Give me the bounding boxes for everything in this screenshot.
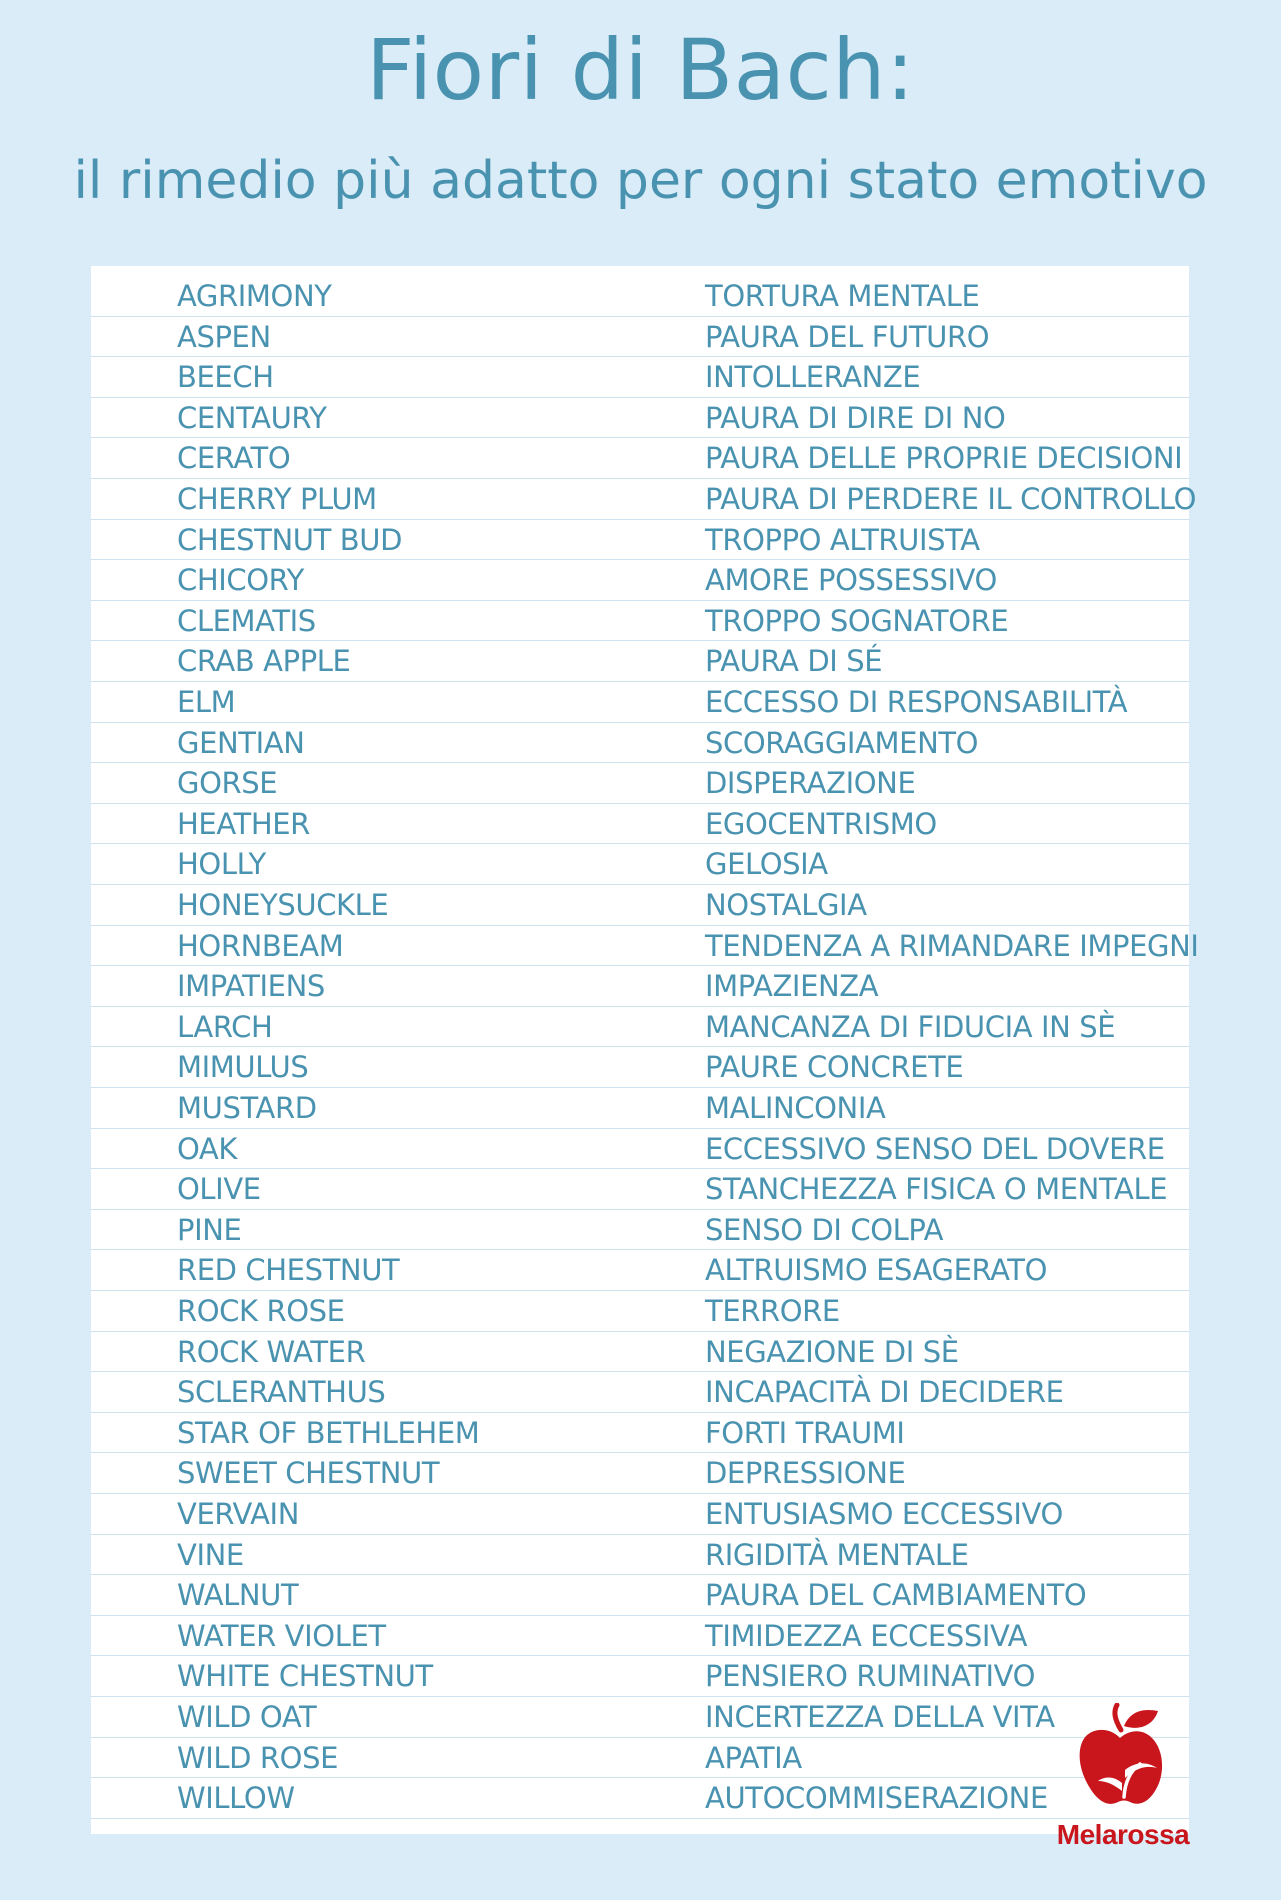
emotional-state: DEPRESSIONE xyxy=(705,1456,906,1491)
flower-name: WILLOW xyxy=(177,1781,295,1816)
flower-name: VERVAIN xyxy=(177,1497,299,1531)
flower-name: HOLLY xyxy=(177,847,266,882)
page-title: Fiori di Bach: xyxy=(366,21,915,119)
emotional-state: INCERTEZZA DELLA VITA xyxy=(705,1700,1055,1734)
table-row xyxy=(91,641,1189,682)
flower-name: WHITE CHESTNUT xyxy=(177,1659,433,1694)
table-row xyxy=(91,926,1199,967)
flower-name: CRAB APPLE xyxy=(177,644,351,679)
flower-name: STAR OF BETHLEHEM xyxy=(177,1415,480,1450)
table-row xyxy=(91,723,1189,764)
emotional-state: ECCESSIVO SENSO DEL DOVERE xyxy=(705,1131,1165,1166)
table-row xyxy=(91,317,1189,358)
flower-name: WILD ROSE xyxy=(177,1740,339,1775)
flower-name: GORSE xyxy=(177,766,278,801)
flower-name: HEATHER xyxy=(177,806,310,841)
table-row xyxy=(91,1007,1189,1048)
emotional-state: PAURA DEL FUTURO xyxy=(705,319,990,354)
table-row xyxy=(91,1778,1189,1819)
emotional-state: INTOLLERANZE xyxy=(705,360,921,395)
emotional-state: PENSIERO RUMINATIVO xyxy=(705,1659,1036,1694)
flower-name: VINE xyxy=(177,1537,244,1572)
table-row xyxy=(91,1250,1189,1291)
emotional-state: TIMIDEZZA ECCESSIVA xyxy=(705,1618,1028,1653)
flower-name: CHESTNUT BUD xyxy=(177,522,403,557)
flower-name: WATER VIOLET xyxy=(177,1618,386,1653)
table-row xyxy=(91,479,1197,520)
flower-name: AGRIMONY xyxy=(177,279,332,313)
flower-name: WILD OAT xyxy=(177,1700,317,1734)
table-row xyxy=(91,763,1189,804)
table-row xyxy=(91,885,1189,926)
flower-name: CHERRY PLUM xyxy=(177,482,377,516)
emotional-state: SCORAGGIAMENTO xyxy=(705,725,979,760)
emotional-state: PAURA DEL CAMBIAMENTO xyxy=(705,1578,1087,1613)
table-row xyxy=(91,1616,1189,1657)
emotional-state: NOSTALGIA xyxy=(705,888,867,922)
flower-name: CHICORY xyxy=(177,563,304,598)
table-row xyxy=(91,844,1189,885)
emotional-state: PAURA DELLE PROPRIE DECISIONI xyxy=(705,441,1183,476)
flower-name: ROCK WATER xyxy=(177,1334,366,1369)
emotional-state: STANCHEZZA FISICA O MENTALE xyxy=(705,1172,1168,1207)
emotional-state: AUTOCOMMISERAZIONE xyxy=(705,1781,1048,1816)
table-row xyxy=(91,1535,1189,1576)
table-row xyxy=(91,1656,1189,1697)
table-row xyxy=(91,1129,1189,1170)
emotional-state: TERRORE xyxy=(705,1294,840,1328)
flower-name: ELM xyxy=(177,685,236,719)
table-row xyxy=(91,1453,1189,1494)
flower-name: CENTAURY xyxy=(177,400,327,435)
page-subtitle: il rimedio più adatto per ogni stato emotivo xyxy=(73,151,1208,211)
table-row xyxy=(91,601,1189,642)
emotional-state: IMPAZIENZA xyxy=(705,969,879,1004)
table-row xyxy=(91,1047,1189,1088)
table-row xyxy=(91,357,1189,398)
emotional-state: TROPPO SOGNATORE xyxy=(705,603,1009,638)
emotional-state: PAURA DI SÉ xyxy=(705,644,883,679)
flower-name: LARCH xyxy=(177,1009,273,1044)
flower-name: OLIVE xyxy=(177,1172,261,1207)
emotional-state: FORTI TRAUMI xyxy=(705,1415,905,1450)
table-row xyxy=(91,1738,1189,1779)
table-row xyxy=(91,1291,1189,1332)
flower-name: ROCK ROSE xyxy=(177,1294,345,1328)
emotional-state: ALTRUISMO ESAGERATO xyxy=(705,1253,1048,1288)
melarossa-logo-text: Melarossa xyxy=(1056,1819,1190,1850)
flower-name: ASPEN xyxy=(177,319,271,354)
table-row xyxy=(91,560,1189,601)
table-row xyxy=(91,1088,1189,1129)
table-row xyxy=(91,1169,1189,1210)
table-row xyxy=(91,682,1189,723)
emotional-state: TENDENZA A RIMANDARE IMPEGNI xyxy=(705,928,1199,963)
emotional-state: ECCESSO DI RESPONSABILITÀ xyxy=(705,685,1128,719)
flower-name: SWEET CHESTNUT xyxy=(177,1456,440,1491)
emotional-state: MANCANZA DI FIDUCIA IN SÈ xyxy=(705,1009,1116,1044)
emotional-state: DISPERAZIONE xyxy=(705,766,916,801)
apple-logo-icon xyxy=(1076,1703,1164,1809)
melarossa-logo xyxy=(1048,1703,1198,1868)
emotional-state: RIGIDITÀ MENTALE xyxy=(705,1537,969,1572)
emotional-state: INCAPACITÀ DI DECIDERE xyxy=(705,1375,1064,1410)
flower-name: WALNUT xyxy=(177,1578,299,1613)
bach-flowers-table xyxy=(91,266,1199,1834)
emotional-state: PAURA DI DIRE DI NO xyxy=(705,400,1006,435)
table-row xyxy=(91,1494,1189,1535)
table-row xyxy=(91,520,1189,561)
table-row xyxy=(91,1697,1189,1738)
emotional-state: TORTURA MENTALE xyxy=(705,279,980,313)
flower-name: GENTIAN xyxy=(177,725,305,760)
emotional-state: GELOSIA xyxy=(705,847,828,882)
flower-name: IMPATIENS xyxy=(177,969,325,1004)
emotional-state: EGOCENTRISMO xyxy=(705,806,937,841)
flower-name: HONEYSUCKLE xyxy=(177,888,389,922)
table-row xyxy=(91,1413,1189,1454)
table-row xyxy=(91,804,1189,845)
table-row xyxy=(91,1332,1189,1373)
emotional-state: SENSO DI COLPA xyxy=(705,1212,944,1247)
emotional-state: MALINCONIA xyxy=(705,1091,886,1125)
emotional-state: AMORE POSSESSIVO xyxy=(705,563,997,598)
emotional-state: TROPPO ALTRUISTA xyxy=(705,522,980,557)
flower-name: CERATO xyxy=(177,441,291,476)
emotional-state: NEGAZIONE DI SÈ xyxy=(705,1334,959,1369)
table-row xyxy=(91,1372,1189,1413)
flower-name: OAK xyxy=(177,1131,237,1166)
table-row xyxy=(91,1210,1189,1251)
emotional-state: APATIA xyxy=(705,1740,802,1775)
flower-name: MUSTARD xyxy=(177,1091,317,1125)
table-row xyxy=(91,398,1189,439)
flower-name: PINE xyxy=(177,1212,242,1247)
table-row xyxy=(91,276,1189,317)
flower-name: MIMULUS xyxy=(177,1050,309,1085)
flower-name: BEECH xyxy=(177,360,274,395)
flower-name: SCLERANTHUS xyxy=(177,1375,386,1410)
emotional-state: PAURA DI PERDERE IL CONTROLLO xyxy=(705,482,1197,516)
table-row xyxy=(91,438,1189,479)
emotional-state: ENTUSIASMO ECCESSIVO xyxy=(705,1497,1063,1531)
flower-name: RED CHESTNUT xyxy=(177,1253,400,1288)
table-row xyxy=(91,1575,1189,1616)
flower-name: CLEMATIS xyxy=(177,603,316,638)
emotional-state: PAURE CONCRETE xyxy=(705,1050,964,1085)
flower-name: HORNBEAM xyxy=(177,928,344,963)
table-row xyxy=(91,966,1189,1007)
